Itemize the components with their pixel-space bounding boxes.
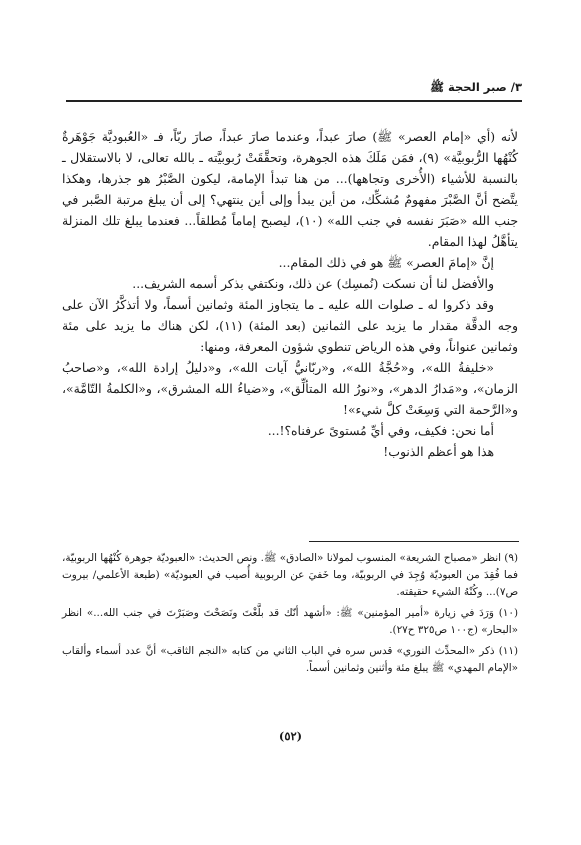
paragraph: لأنه (أي «إمام العصر» ﷺ) صارَ عبداً، وعندما صارَ عبداً، صارَ ربّاً، فـ «العُبوديَّة جَوْهَرةٌ كُنْهُها الرُّبوبيَّة» (٩)، فمَن مَلَكَ هذه الجوهرة، وتحقَّقَتْ رُبوبيَّته ـ بالله تعالى، لا بالاستقلال ـ بالنسبة للأشياء (الأُخرى وتجاهها)... من هنا تبدأ الإمامة، ليكون الصَّبْرُ هو جذرها، وهكذا يتَّضح أنَّ الصَّبْرَ مفهومٌ مُشكِّك، من أين يبدأ وإلى أين ينتهي؟ إلى أن يبلغ مرتبة الصَّبر في جنب الله «صَبَرَ نفسه في جنب الله» (١٠)، ليصبح إماماً مُطلقاً... فعندما يبلغ تلك المنزلة يتأهَّلُ لهذا المقام.: [62, 129, 518, 249]
paragraph: والأفضل لنا أن نسكت (نُمسِك) عن ذلك، ونكتفي بذكر أسمه الشريف...: [132, 276, 494, 291]
running-header: [66, 80, 522, 102]
page-number: (٥٢): [278, 729, 303, 743]
paragraph: هذا هو أعظم الذنوب!: [383, 444, 494, 459]
paragraph: أما نحن: فكيف، وفي أيِّ مُستوىً عرفناه؟!...: [267, 423, 494, 438]
footnote: (٩) انظر «مصباح الشريعة» المنسوب لمولانا «الصادق» ﷺ. ونص الحديث: «العبوديّة جوهرة كُنْهُها الربوبيّة، فما فُقِدَ من العبوديّة وُجِدَ في الربوبيّة، وما خَفيَ عن الربوبية أُصيب في العبوديّة» (طبعة الأعلمي/ بيروت ص٧)... وكُنْهُ الشيء حقيقته.: [62, 552, 519, 598]
footnote-separator: [309, 541, 519, 542]
footnote: (١١) ذكر «المحدِّث النوري» قدس سره في الباب الثاني من كتابه «النجم الثاقب» أنَّ عدد أسماء وألقاب «الإمام المهدي» ﷺ يبلغ مئة وأثنين وثمانين أسماً.: [62, 645, 518, 674]
paragraph: إنَّ «إمامَ العصر» ﷺ هو في ذلك المقام...: [278, 255, 494, 270]
main-text: [62, 126, 518, 462]
footnotes: [62, 550, 518, 681]
paragraph: وقد ذكروا له ـ صلوات الله عليه ـ ما يتجاوز المئة وثمانين أسماً، ولا أتذكَّرُ الآن على وجه الدقَّة مقدار ما يزيد على الثمانين (بعد المئة) (١١)، لكن هناك ما يزيد على مئة وثمانين عنواناً، وفي هذه الرياض تنطوي شؤون المعرفة، ومنها:: [62, 297, 518, 354]
header-title: ٣/ صبر الحجة ﷺ: [424, 80, 522, 97]
footnote: (١٠) وَرَدَ في زيارة «أمير المؤمنين» ﷺ: «أشهد أنّك قد بلَّغْتَ ونَصَحْتَ وصَبَرْتَ في جنب الله...» انظر «البحار» (ج١٠٠ ص٣٢٥ ح٢٧).: [62, 607, 518, 636]
paragraph: «خليفةُ الله»، و«حُجَّةُ الله»، و«ربّانيُّ آيات الله»، و«دليلُ إرادة الله»، و«صاحبُ الزمان»، و«مَدارُ الدهر»، و«نورُ الله المتألِّق»، و«ضياءُ الله المشرق»، و«الكلمةُ التّامَّة»، و«الرَّحمة التي وَسِعَتْ كلَّ شيء»!: [62, 360, 518, 417]
